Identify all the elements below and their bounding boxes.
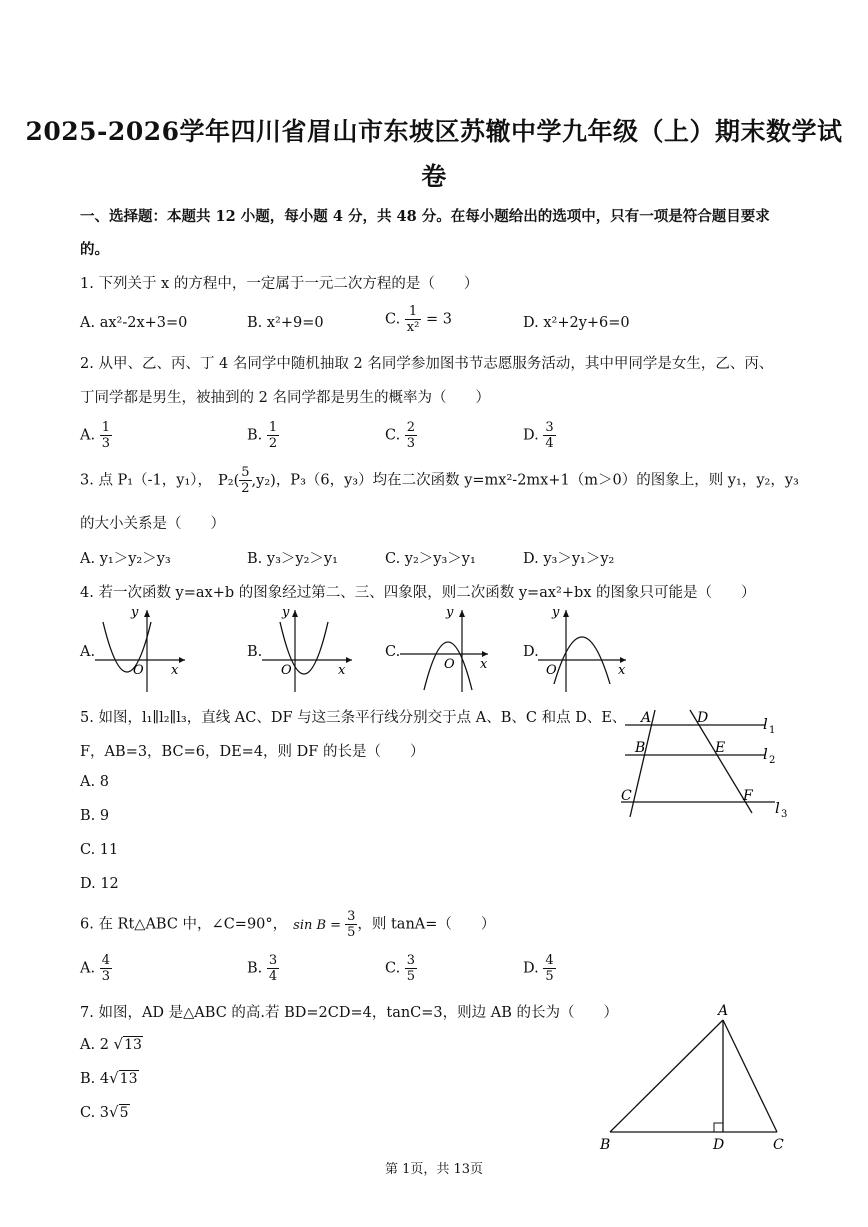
option-label: D. [523, 427, 539, 444]
question-2-stem-continued: 丁同学都是男生，被抽到的 2 名同学都是男生的概率为（ ） [80, 390, 490, 406]
x-axis-label: x [480, 657, 488, 672]
question-4-option-b: B. [247, 644, 263, 660]
question-4-option-d: D. [523, 644, 539, 660]
line-l2-label: l [763, 745, 768, 763]
origin-label: O [444, 657, 455, 672]
question-3-stem-continued: 的大小关系是（ ） [80, 516, 225, 532]
denominator: 5 [545, 969, 554, 984]
x-axis-label: x [338, 663, 346, 678]
question-7-option-b [80, 1069, 139, 1087]
option-label: A. [80, 427, 96, 444]
question-3-option-c: C. y₂＞y₃＞y₁ [385, 551, 476, 567]
fraction [543, 953, 555, 984]
question-7-option-a [80, 1035, 143, 1053]
numerator: 4 [101, 953, 110, 968]
parabola-graph-d [538, 602, 638, 694]
parabola-graph-b [262, 602, 362, 694]
page-title-continued: 卷 [421, 162, 447, 191]
option-c-label: C. [385, 311, 401, 328]
denominator: 5 [347, 925, 356, 940]
question-7-stem: 7. 如图，AD 是△ABC 的高.若 BD=2CD=4，tanC=3，则边 AB 的长为（ ） [80, 1005, 618, 1021]
sqrt-sign: √ [109, 1069, 119, 1087]
origin-label: O [546, 663, 557, 678]
question-3-option-b: B. y₃＞y₂＞y₁ [247, 551, 338, 567]
vertex-b-label: B [600, 1137, 611, 1153]
question-4-stem: 4. 若一次函数 y=ax+b 的图象经过第二、三、四象限，则二次函数 y=ax²+bx 的图象只可能是（ ） [80, 585, 756, 601]
line-l2-subscript: 2 [769, 755, 776, 766]
denominator: 4 [545, 436, 554, 451]
fraction [345, 909, 357, 940]
line-l3-subscript: 3 [781, 809, 788, 820]
denominator: 3 [101, 436, 110, 451]
numerator: 1 [101, 420, 110, 435]
origin-label: O [281, 663, 292, 678]
question-3-stem [80, 465, 799, 496]
radicand: 5 [119, 1105, 129, 1121]
denominator: 4 [268, 969, 278, 984]
point-f-label: F [743, 788, 753, 804]
point-e-label: E [715, 740, 726, 756]
point-a-label: A [641, 710, 652, 726]
fraction [239, 465, 251, 496]
option-label: B. [247, 427, 263, 444]
fraction [267, 420, 279, 451]
denominator: 2 [241, 481, 250, 496]
stem-part: 3. 点 P₁（-1，y₁）， [80, 472, 213, 489]
numerator: 1 [268, 420, 278, 435]
numerator: 4 [545, 953, 554, 968]
point-d-label: D [697, 710, 709, 726]
question-5-option-c: C. 11 [80, 842, 119, 858]
sqrt-sign: √ [109, 1103, 119, 1121]
y-axis-label: y [552, 605, 560, 620]
vertex-c-label: C [773, 1137, 784, 1153]
option-label: D. [523, 960, 539, 977]
stem-part: 6. 在 Rt△ABC 中，∠C=90°， [80, 916, 288, 933]
line-l1-label: l [763, 715, 768, 733]
y-axis-label: y [131, 605, 139, 620]
fraction [100, 420, 112, 451]
question-5-option-a: A. 8 [80, 774, 109, 790]
question-7-option-c [80, 1103, 130, 1121]
fraction [405, 953, 417, 984]
question-2-option-d [523, 420, 556, 451]
question-3-option-a: A. y₁＞y₂＞y₃ [80, 551, 171, 567]
question-2-stem: 2. 从甲、乙、丙、丁 4 名同学中随机抽取 2 名同学参加图书节志愿服务活动，其中甲同学是女生，乙、丙、 [80, 356, 774, 372]
section-header: 一、选择题：本题共 12 小题，每小题 4 分，共 48 分。在每小题给出的选项中，只有一项是符合题目要求 [80, 208, 770, 225]
question-1-option-d: D. x²+2y+6=0 [523, 315, 630, 331]
triangle-figure [595, 1000, 795, 1160]
line-l1-subscript: 1 [769, 725, 776, 736]
y-axis-label: y [446, 605, 454, 620]
question-2-option-b [247, 420, 279, 451]
y-axis-label: y [282, 605, 290, 620]
foot-d-label: D [713, 1137, 725, 1153]
question-6-option-a [80, 953, 112, 984]
sine-expression: sin B = [293, 917, 342, 933]
stem-part: ，P₃（6，y₃）均在二次函数 y=mx²-2mx+1（m＞0）的图象上，则 y₁，y₂，y₃ [275, 472, 799, 489]
option-label: A. [80, 960, 96, 977]
fraction [405, 420, 417, 451]
numerator: 3 [268, 953, 278, 968]
question-1-option-a: A. ax²-2x+3=0 [80, 315, 188, 331]
question-6-option-b [247, 953, 279, 984]
question-1-option-b: B. x²+9=0 [247, 315, 324, 331]
numerator: 3 [347, 909, 356, 924]
question-6-option-c [385, 953, 417, 984]
option-label: C. [385, 960, 401, 977]
equation-tail: = 3 [425, 311, 452, 328]
fraction [405, 304, 422, 335]
section-header-continued: 的。 [80, 241, 109, 258]
vertex-a-label: A [718, 1003, 729, 1019]
parabola-graph-c [400, 602, 500, 694]
question-4-option-a: A. [80, 644, 96, 660]
question-5-option-d: D. 12 [80, 876, 119, 892]
point-b-label: B [635, 740, 646, 756]
line-l3-label: l [775, 799, 780, 817]
page-title: 2025-2026学年四川省眉山市东坡区苏辙中学九年级（上）期末数学试 [25, 117, 843, 146]
question-2-option-a [80, 420, 112, 451]
fraction [543, 420, 555, 451]
option-label: C. 3 [80, 1105, 110, 1121]
page-footer: 第 1页，共 13页 [384, 1162, 484, 1177]
question-5-option-b: B. 9 [80, 808, 110, 824]
question-6-option-d [523, 953, 556, 984]
fraction [267, 953, 279, 984]
fraction [100, 953, 112, 984]
x-axis-label: x [618, 663, 626, 678]
stem-part: ，则 tanA=（ ） [357, 916, 496, 933]
question-3-option-d: D. y₃＞y₁＞y₂ [523, 551, 615, 567]
denominator: 3 [101, 969, 110, 984]
numerator: 5 [241, 465, 250, 480]
option-label: C. [385, 427, 401, 444]
radicand: 13 [119, 1071, 138, 1087]
denominator: 2 [268, 436, 278, 451]
question-6-stem [80, 909, 495, 940]
question-1-option-c [385, 304, 452, 335]
option-label: B. 4 [80, 1071, 110, 1087]
question-2-option-c [385, 420, 417, 451]
numerator: 1 [405, 304, 422, 320]
denominator: 5 [406, 969, 416, 984]
numerator: 3 [545, 420, 554, 435]
sqrt-sign: √ [113, 1035, 124, 1053]
p2-prefix: P₂( [218, 472, 240, 489]
radicand: 13 [124, 1037, 142, 1053]
p2-suffix: ,y₂) [251, 472, 276, 489]
denominator: x² [406, 320, 420, 335]
numerator: 2 [406, 420, 416, 435]
x-axis-label: x [171, 663, 179, 678]
numerator: 3 [406, 953, 416, 968]
option-label: A. 2 [80, 1037, 109, 1053]
parallel-lines-figure [615, 705, 800, 835]
question-4-option-c: C. [385, 644, 401, 660]
point-c-label: C [621, 788, 632, 804]
origin-label: O [133, 663, 144, 678]
option-label: B. [247, 960, 263, 977]
parabola-graph-a [95, 602, 195, 694]
denominator: 3 [406, 436, 416, 451]
question-5-stem-continued: F，AB=3，BC=6，DE=4，则 DF 的长是（ ） [80, 744, 425, 760]
point-p2 [218, 465, 276, 496]
question-1-stem: 1. 下列关于 x 的方程中，一定属于一元二次方程的是（ ） [80, 276, 479, 292]
question-5-stem: 5. 如图，l₁∥l₂∥l₃，直线 AC、DF 与这三条平行线分别交于点 A、B、C 和点 D、E、 [80, 710, 627, 726]
